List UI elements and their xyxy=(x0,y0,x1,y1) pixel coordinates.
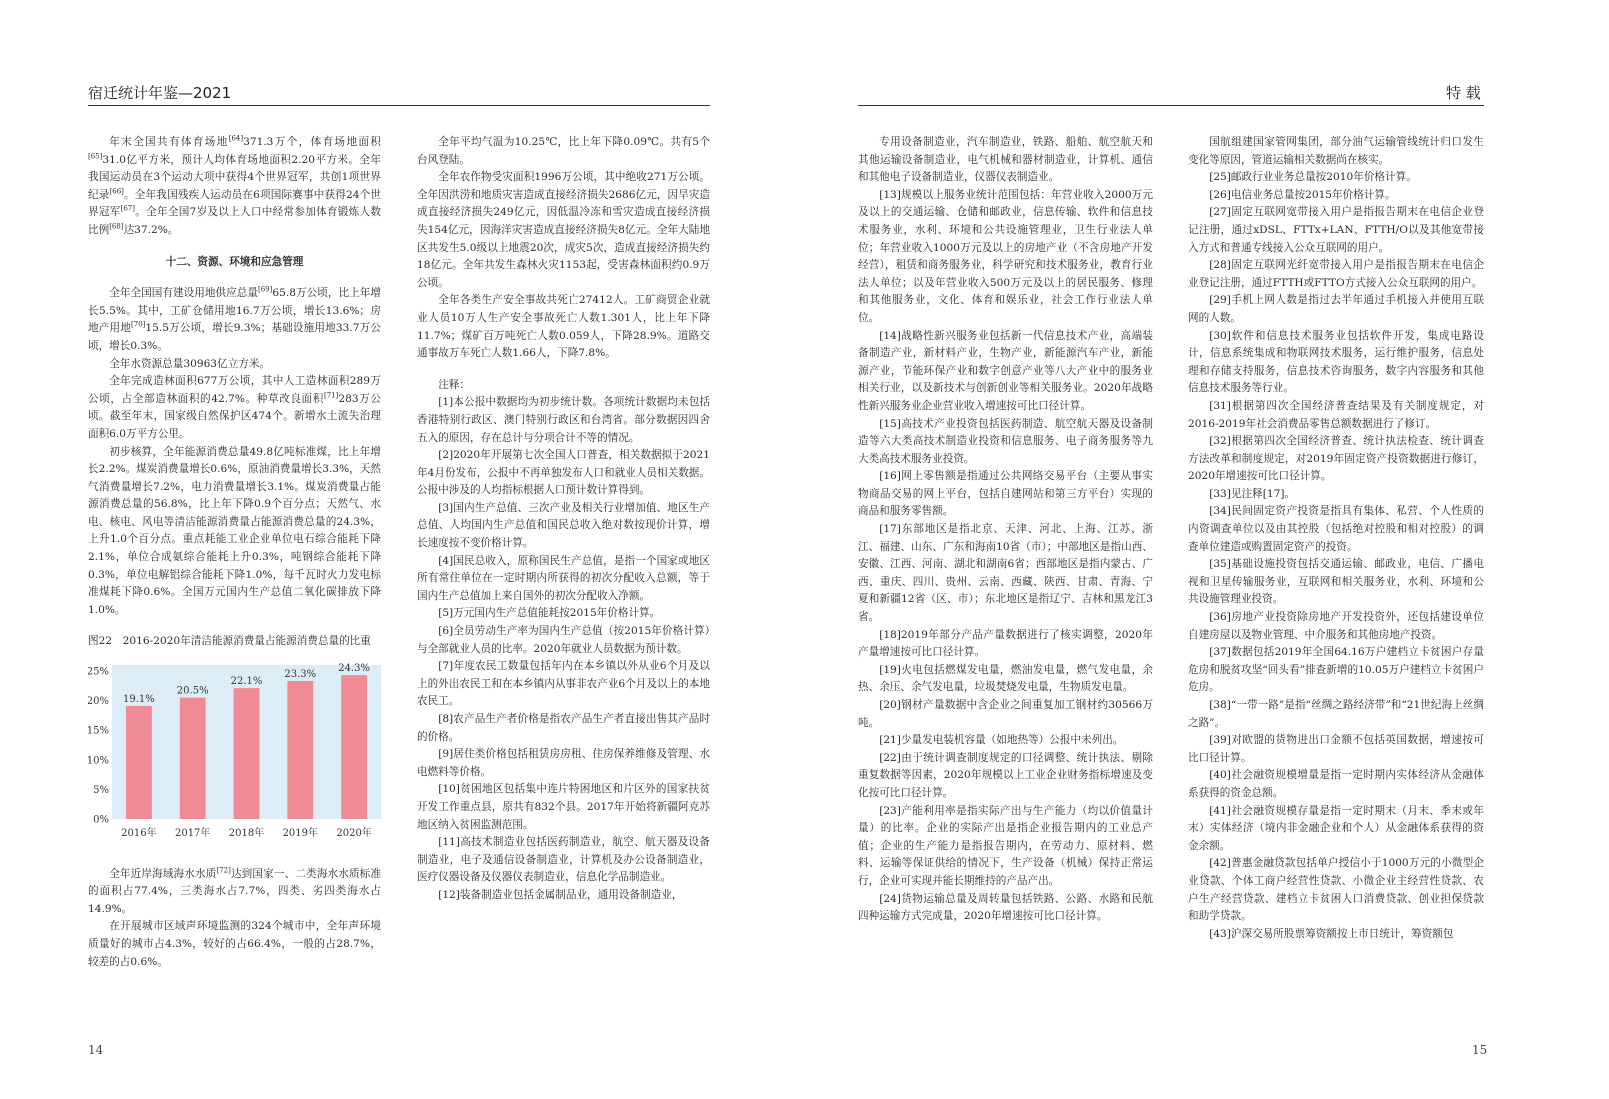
data-label: 23.3% xyxy=(284,669,317,681)
text-segment: 15.5万公顷，增长9.3%；基础设施用地33.7万公顷，增长0.3%。 xyxy=(88,322,382,352)
footnote-ref: [67] xyxy=(120,204,135,213)
note-item: [8]农产品生产者价格是指农产品生产者直接出售其产品时的价格。 xyxy=(417,713,710,743)
text-segment: 年末全国共有体育场地 xyxy=(109,136,229,148)
data-label: 22.1% xyxy=(230,676,263,688)
data-label: 20.5% xyxy=(176,685,209,697)
footnote-ref: [71] xyxy=(323,391,339,400)
note-item: [42]普惠金融贷款包括单户授信小于1000万元的小微型企业贷款、个体工商户经营性贷款、小微企业主经营性贷款、农户生产经营贷款、建档立卡贫困人口消费贷款、创业担保贷款和助学贷款。 xyxy=(1188,857,1484,923)
paragraph: 全年农作物受灾面积1996万公顷，其中绝收271万公顷。全年因洪涝和地质灾害造成直接经济损失2686亿元，因旱灾造成直接经济损失249亿元，因低温冷冻和雪灾造成直接经济损失154亿元，因海洋灾害造成直接经济损失8亿元。全年大陆地区共发生5.0级以上地震20次，成灾5次，造成直接经济损失约18亿元。全年共发生森林火灾1153起，受害森林面积约0.9万公顷。 xyxy=(417,171,710,289)
notes-list xyxy=(858,134,1153,926)
chart-svg xyxy=(88,659,381,849)
note-item: [39]对欧盟的货物进出口金额不包括英国数据，增速按可比口径计算。 xyxy=(1188,734,1484,764)
bar xyxy=(126,706,152,819)
note-item: [17]东部地区是指北京、天津、河北、上海、江苏、浙江、福建、山东、广东和海南10省（市）；中部地区是指山西、安徽、江西、河南、湖北和湖南6省；西部地区是指内蒙古、广西、重庆、四川、贵州、云南、西藏、陕西、甘肃、青海、宁夏和新疆12省（区、市）；东北地区是指辽宁、吉林和黑龙江3省。 xyxy=(858,523,1153,624)
text-segment: 达到国家一、二类海水水质标准的面积占77.4%，三类海水占7.7%，四类、劣四类海水占14.9%。 xyxy=(88,867,381,915)
footnote-ref: [69] xyxy=(258,285,273,294)
note-item: [29]手机上网人数是指过去半年通过手机接入并使用互联网的人数。 xyxy=(1188,294,1484,324)
note-item: [15]高技术产业投资包括医药制造、航空航天器及设备制造等六大类高技术制造业投资和信息服务、电子商务服务等九大类高技术服务业投资。 xyxy=(858,417,1153,465)
left-header-rule xyxy=(88,105,710,106)
right-header-title: 特 载 xyxy=(1446,84,1481,102)
note-item: [28]固定互联网光纤宽带接入用户是指报告期末在电信企业登记注册，通过FTTH或FTTO方式接入公众互联网的用户。 xyxy=(1188,259,1484,289)
note-item: [37]数据包括2019年全国64.16万户建档立卡贫困户存量危房和脱贫攻坚“回头看”排查新增的10.05万户建档立卡贫困户危房。 xyxy=(1188,646,1484,694)
y-tick-label: 5% xyxy=(93,784,109,796)
note-item: [36]房地产业投资除房地产开发投资外，还包括建设单位自建房屋以及物业管理、中介服务和其他房地产投资。 xyxy=(1188,611,1484,641)
note-item: [9]居住类价格包括租赁房房租、住房保养维修及管理、水电燃料等价格。 xyxy=(417,748,710,778)
paragraph: 全年各类生产安全事故共死亡27412人。工矿商贸企业就业人员10万人生产安全事故死亡人数1.301人，比上年下降11.7%；煤矿百万吨死亡人数0.059人，下降28.9%。道路交通事故万车死亡人数1.66人，下降7.8%。 xyxy=(417,294,710,360)
text-segment: 371.3万个，体育场地面积 xyxy=(243,136,381,148)
column-3 xyxy=(858,134,1153,926)
x-tick-label: 2018年 xyxy=(228,828,265,840)
note-item: [21]少量发电装机容量（如地热等）公报中未列出。 xyxy=(879,734,1124,747)
text-segment: 。全年我国残疾人运动员在6项国际赛事中获得24个世界冠军 xyxy=(88,188,382,219)
column-4 xyxy=(1188,134,1484,943)
bar xyxy=(180,698,206,819)
note-item: [4]国民总收入，原称国民生产总值，是指一个国家或地区所有常住单位在一定时期内所获得的初次分配收入总额，等于国内生产总值加上来自国外的初次分配收入净额。 xyxy=(417,554,710,602)
text-segment: 全年近岸海域海水水质 xyxy=(109,867,217,880)
y-tick-label: 0% xyxy=(93,814,109,826)
note-item: [27]固定互联网宽带接入用户是指报告期末在电信企业登记注册，通过xDSL、FTTx+LAN、FTTH/O以及其他宽带接入方式和普通专线接入公众互联网的用户。 xyxy=(1188,206,1484,254)
text-segment: 。全年全国7岁及以上人口中经常参加体育锻炼人数比例 xyxy=(88,206,381,236)
note-item: [14]战略性新兴服务业包括新一代信息技术产业，高端装备制造产业，新材料产业，生物产业，新能源汽车产业，新能源产业，节能环保产业和数字创意产业等八大产业中的服务业相关行业，以及新技术与创新创业等相关服务业。2020年战略性新兴服务业企业营业收入增速按可比口径计算。 xyxy=(858,329,1153,412)
footnote-ref: [64] xyxy=(228,134,244,143)
note-item: [13]规模以上服务业统计范围包括：年营业收入2000万元及以上的交通运输、仓储和邮政业，信息传输、软件和信息技术服务业，水利、环境和公共设施管理业，卫生行业法人单位；年营业收入1000万元及以上的房地产业（不含房地产开发经营），租赁和商务服务业，科学研究和技术服务业，教育行业法人单位；以及年营业收入500万元及以上的居民服务、修理和其他服务业，文化、体育和娱乐业，社会工作行业法人单位。 xyxy=(858,188,1153,324)
note-item: [30]软件和信息技术服务业包括软件开发，集成电路设计，信息系统集成和物联网技术服务，运行维护服务，信息处理和存储支持服务，信息技术咨询服务，数字内容服务和其他信息技术服务等行业。 xyxy=(1188,329,1484,395)
footnote-ref: [72] xyxy=(216,866,231,875)
note-item: [31]根据第四次全国经济普查结果及有关制度规定，对2016-2019年社会消费品零售总额数据进行了修订。 xyxy=(1188,399,1484,430)
note-item: [5]万元国内生产总值能耗按2015年价格计算。 xyxy=(438,607,661,620)
column-2 xyxy=(417,134,710,905)
paragraph: 全年水资源总量30963亿立方米。 xyxy=(109,357,271,370)
note-item: [23]产能利用率是指实际产出与生产能力（均以价值量计量）的比率。企业的实际产出是指企业报告期内的工业总产值；企业的生产能力是指报告期内，在劳动力、原材料、燃料、运输等保证供给的情况下，生产设备（机械）保持正常运行，企业可实现并能长期维持的产品产出。 xyxy=(858,804,1153,887)
text-segment: 31.0亿平方米，预计人均体育场地面积2.20平方米。全年我国运动员在3个运动大项中获得4个世界冠军，共创1项世界纪录 xyxy=(88,153,381,201)
y-tick-label: 20% xyxy=(88,696,109,708)
x-tick-label: 2017年 xyxy=(174,828,211,840)
y-tick-label: 25% xyxy=(88,666,109,678)
note-item: [12]装备制造业包括金属制品业，通用设备制造业， xyxy=(438,888,683,901)
text-segment: 65.8万公顷，比上年增长5.5%。其中，工矿仓储用地16.7万公顷，增长13.6%；房地产用地 xyxy=(88,287,381,335)
note-item: [40]社会融资规模增量是指一定时期内实体经济从金融体系获得的资金总额。 xyxy=(1188,769,1484,799)
paragraph xyxy=(88,866,381,919)
note-item: 专用设备制造业，汽车制造业，铁路、船舶、航空航天和其他运输设备制造业，电气机械和器材制造业，计算机、通信和其他电子设备制造业，仪器仪表制造业。 xyxy=(858,136,1153,184)
note-item: 国航组建国家管网集团，部分油气运输管线统计归口发生变化等原因，管道运输相关数据尚在核实。 xyxy=(1188,136,1484,166)
text-segment: 达37.2%。 xyxy=(123,223,179,236)
note-item: [32]根据第四次全国经济普查、统计执法检查、统计调查方法改革和制度规定，对2019年固定资产投资数据进行修订，2020年增速按可比口径计算。 xyxy=(1188,435,1484,483)
notes-label: 注释： xyxy=(438,378,470,391)
text-segment: 全年全国国有建设用地供应总量 xyxy=(109,287,258,300)
page-number-right: 15 xyxy=(1472,1043,1488,1057)
data-label: 24.3% xyxy=(338,663,370,675)
note-item: [25]邮政行业业务总量按2010年价格计算。 xyxy=(1209,171,1417,184)
y-tick-label: 10% xyxy=(88,755,109,767)
footnote-ref: [66] xyxy=(109,187,124,196)
note-item: [10]贫困地区包括集中连片特困地区和片区外的国家扶贫开发工作重点县，原共有832个县。2017年开始将新疆阿克苏地区纳入贫困监测范围。 xyxy=(417,783,710,831)
note-item: [35]基础设施投资包括交通运输、邮政业，电信、广播电视和卫星传输服务业，互联网和相关服务业，水利、环境和公共设施管理业投资。 xyxy=(1188,558,1484,606)
paragraph: 初步核算，全年能源消费总量49.8亿吨标准煤，比上年增长2.2%。煤炭消费量增长0.6%，原油消费量增长3.3%，天然气消费量增长7.2%，电力消费量增长3.1%。煤炭消费量占能源消费总量的56.8%，比上年下降0.9个百分点；天然气、水电、核电、风电等清洁能源消费量占能源消费总量的24.3%，上升1.0个百分点。重点耗能工业企业单位电石综合能耗下降2.1%，单位合成氨综合能耗上升0.3%，吨钢综合能耗下降0.3%，单位电解铝综合能耗下降1.0%，每千瓦时火力发电标准煤耗下降0.6%。全国万元国内生产总值二氧化碳排放下降1.0%。 xyxy=(88,445,381,616)
x-tick-label: 2016年 xyxy=(121,828,157,840)
note-item: [1]本公报中数据均为初步统计数。各项统计数据均未包括香港特别行政区、澳门特别行政区和台湾省。部分数据因四舍五入的原因，存在总计与分项合计不等的情况。 xyxy=(417,396,710,444)
note-item: [38]“一带一路”是指“丝绸之路经济带”和“21世纪海上丝绸之路”。 xyxy=(1188,699,1484,729)
bar-chart xyxy=(88,659,381,856)
note-item: [7]年度农民工数量包括年内在本乡镇以外从业6个月及以上的外出农民工和在本乡镇内从事非农产业6个月及以上的本地农民工。 xyxy=(417,660,710,708)
note-item: [43]沪深交易所股票筹资额按上市日统计，筹资额包 xyxy=(1209,927,1454,940)
left-header-title: 宿迁统计年鉴—2021 xyxy=(88,84,232,102)
paragraph xyxy=(88,285,381,355)
page-number-left: 14 xyxy=(88,1043,104,1057)
note-item: [18]2019年部分产品产量数据进行了核实调整，2020年产量增速按可比口径计算。 xyxy=(858,628,1153,659)
paragraph: 全年平均气温为10.25℃，比上年下降0.09℃。共有5个台风登陆。 xyxy=(417,136,710,166)
note-item: [22]由于统计调查制度规定的口径调整、统计执法、剔除重复数据等因素，2020年规模以上工业企业财务指标增速及变化按可比口径计算。 xyxy=(858,751,1153,799)
paragraph xyxy=(88,373,381,443)
note-item: [24]货物运输总量及周转量包括铁路、公路、水路和民航四种运输方式完成量，2020年增速按可比口径计算。 xyxy=(858,892,1153,923)
x-tick-label: 2020年 xyxy=(336,828,372,840)
note-item: [3]国内生产总值、三次产业及相关行业增加值、地区生产总值、人均国内生产总值和国民总收入绝对数按现价计算，增长速度按不变价格计算。 xyxy=(417,501,710,550)
data-label: 19.1% xyxy=(123,693,155,705)
bar xyxy=(234,688,260,819)
footnote-ref: [68] xyxy=(109,222,124,231)
bar xyxy=(287,681,313,819)
y-tick-label: 15% xyxy=(88,725,109,737)
section-title: 十二、资源、环境和应急管理 xyxy=(165,255,304,268)
column-1 xyxy=(88,134,381,971)
note-item: [26]电信业务总量按2015年价格计算。 xyxy=(1209,188,1396,201)
notes-list xyxy=(1188,134,1484,943)
paragraph xyxy=(88,134,381,240)
text-segment: 283万公顷。截至年末，国家级自然保护区474个。新增水土流失治理面积6.0万平方公里。 xyxy=(88,392,381,440)
footnote-ref: [65] xyxy=(88,152,103,161)
note-item: [19]火电包括燃煤发电量，燃油发电量，燃气发电量，余热、余压、余气发电量，垃圾焚烧发电量，生物质发电量。 xyxy=(858,663,1153,694)
notes-list xyxy=(417,394,710,904)
text-segment: 全年完成造林面积677万公顷，其中人工造林面积289万公顷，占全部造林面积的42.7%。种草改良面积 xyxy=(88,375,381,405)
note-item: [33]见注释[17]。 xyxy=(1209,487,1296,500)
right-header-rule xyxy=(858,105,1484,106)
note-item: [34]民间固定资产投资是指具有集体、私营、个人性质的内资调查单位以及由其控股（包括绝对控股和相对控股）的调查单位建造或购置固定资产的投资。 xyxy=(1188,505,1484,553)
note-item: [16]网上零售额是指通过公共网络交易平台（主要从事实物商品交易的网上平台，包括自建网站和第三方平台）实现的商品和服务零售额。 xyxy=(858,470,1153,518)
footnote-ref: [70] xyxy=(131,320,146,329)
note-item: [6]全员劳动生产率为国内生产总值（按2015年价格计算）与全部就业人员的比率。2020年就业人员数据为预计数。 xyxy=(417,625,710,655)
figure-caption: 图22 2016-2020年清洁能源消费量占能源消费总量的比重 xyxy=(88,635,371,648)
note-item: [20]钢材产量数据中含企业之间重复加工钢材约30566万吨。 xyxy=(858,699,1153,729)
note-item: [41]社会融资规模存量是指一定时期末（月末、季末或年末）实体经济（境内非金融企业和个人）从金融体系获得的资金余额。 xyxy=(1188,804,1484,852)
note-item: [2]2020年开展第七次全国人口普查，相关数据拟于2021年4月份发布，公报中不再单独发布人口和就业人员相关数据。公报中涉及的人均指标根据人口预计数计算得到。 xyxy=(417,449,710,497)
paragraph: 在开展城市区域声环境监测的324个城市中，全年声环境质量好的城市占4.3%，较好的占66.4%，一般的占28.7%，较差的占0.6%。 xyxy=(88,920,381,968)
x-tick-label: 2019年 xyxy=(282,828,319,840)
bar xyxy=(341,675,367,819)
note-item: [11]高技术制造业包括医药制造业，航空、航天器及设备制造业，电子及通信设备制造业，计算机及办公设备制造业，医疗仪器设备及仪器仪表制造业，信息化学品制造业。 xyxy=(417,836,710,884)
